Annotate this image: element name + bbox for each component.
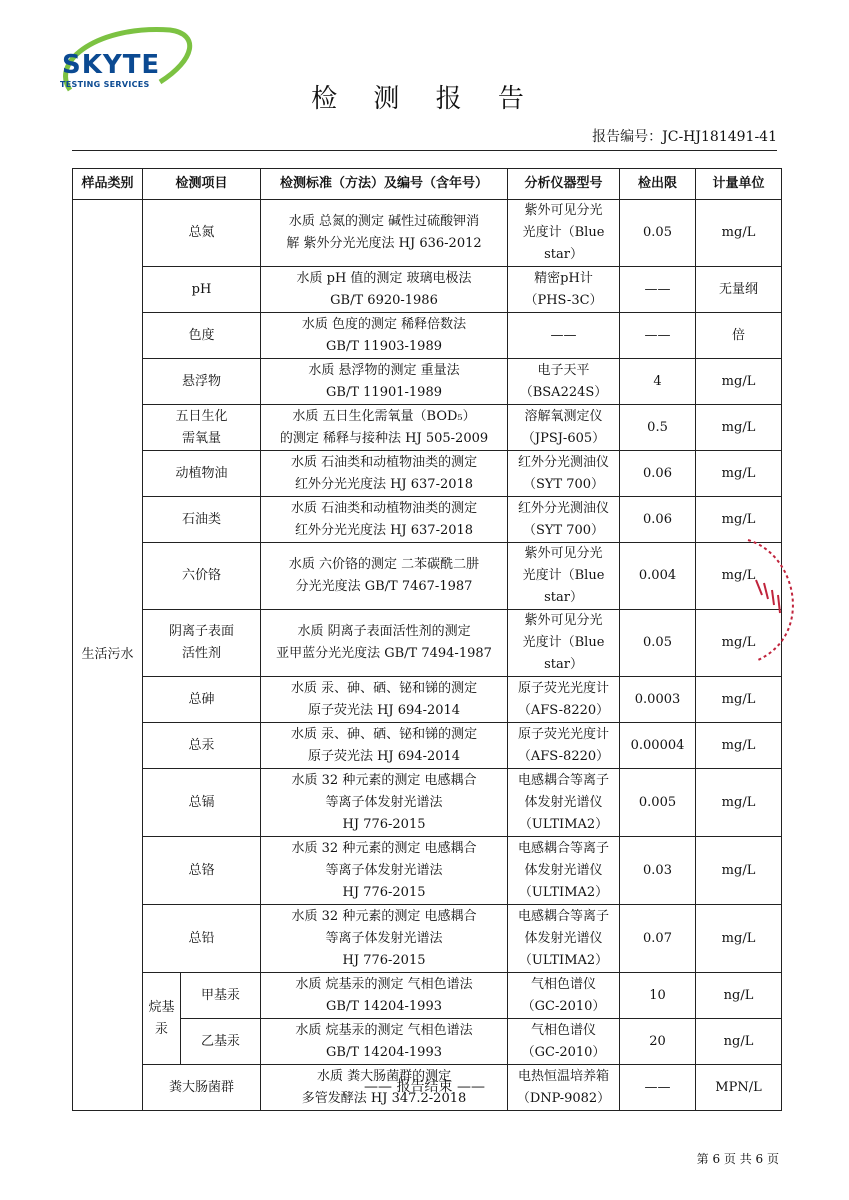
standard-cell	[261, 405, 508, 451]
instrument-line: （ULTIMA2）	[518, 952, 609, 968]
sample-category-cell: 生活污水	[73, 200, 143, 1111]
unit-cell: mg/L	[696, 905, 782, 973]
instrument-cell	[508, 905, 620, 973]
detection-limit-cell: 0.005	[620, 769, 696, 837]
instrument-line: 体发射光谱仪	[524, 862, 603, 878]
unit-cell: mg/L	[696, 497, 782, 543]
instrument-line: 电感耦合等离子	[518, 840, 610, 856]
test-item-cell: 甲基汞	[181, 973, 261, 1019]
instrument-cell	[508, 451, 620, 497]
standard-line: 水质 悬浮物的测定 重量法	[308, 362, 460, 378]
standard-line: HJ 776-2015	[342, 884, 426, 900]
table-row	[73, 267, 782, 313]
instrument-line: 光度计（Blue star）	[522, 635, 605, 672]
unit-cell: mg/L	[696, 677, 782, 723]
detection-limit-cell: 0.05	[620, 610, 696, 677]
standard-cell	[261, 610, 508, 677]
standard-line: 红外分光光度法 HJ 637-2018	[294, 522, 474, 538]
test-item-cell: 五日生化 需氧量	[143, 405, 261, 451]
header-test-item: 检测项目	[143, 169, 261, 200]
instrument-line: （BSA224S）	[519, 384, 608, 400]
unit-cell: 无量纲	[696, 267, 782, 313]
standard-line: 解 紫外分光光度法 HJ 636-2012	[286, 236, 482, 251]
standard-cell	[261, 359, 508, 405]
instrument-line: 气相色谱仪	[531, 976, 597, 992]
standard-line: 等离子体发射光谱法	[325, 930, 443, 946]
standard-line: 水质 阴离子表面活性剂的测定	[297, 624, 471, 639]
test-item-cell: 悬浮物	[143, 359, 261, 405]
instrument-cell	[508, 837, 620, 905]
unit-cell: MPN/L	[696, 1065, 782, 1111]
standard-cell	[261, 973, 508, 1019]
table-row	[73, 610, 782, 677]
standard-line: 等离子体发射光谱法	[325, 794, 443, 810]
standard-line: 水质 32 种元素的测定 电感耦合	[291, 772, 477, 788]
detection-limit-cell: 4	[620, 359, 696, 405]
instrument-line: 原子荧光光度计	[518, 726, 610, 742]
page-number: 第 6 页 共 6 页	[696, 1152, 779, 1166]
table-row	[73, 905, 782, 973]
instrument-line: 电热恒温培养箱	[518, 1068, 610, 1084]
test-item-cell: 总汞	[143, 723, 261, 769]
detection-limit-cell: 0.00004	[620, 723, 696, 769]
instrument-cell	[508, 677, 620, 723]
unit-cell: mg/L	[696, 769, 782, 837]
standard-line: 水质 32 种元素的测定 电感耦合	[291, 908, 477, 924]
instrument-cell	[508, 543, 620, 610]
standard-cell	[261, 723, 508, 769]
table-row	[73, 723, 782, 769]
instrument-line: ——	[550, 327, 577, 343]
standard-line: 水质 色度的测定 稀释倍数法	[301, 316, 467, 332]
unit-cell: mg/L	[696, 837, 782, 905]
standard-cell	[261, 905, 508, 973]
instrument-line: 精密pH计	[534, 270, 593, 286]
test-item-cell: 石油类	[143, 497, 261, 543]
table-row	[73, 405, 782, 451]
instrument-line: 紫外可见分光	[524, 203, 603, 218]
detection-limit-cell: 10	[620, 973, 696, 1019]
instrument-line: （ULTIMA2）	[518, 884, 609, 900]
detection-limit-cell: 0.06	[620, 451, 696, 497]
instrument-cell	[508, 267, 620, 313]
instrument-line: 电感耦合等离子	[518, 908, 610, 924]
test-item-cell: 总铬	[143, 837, 261, 905]
instrument-cell	[508, 769, 620, 837]
standard-line: 多管发酵法 HJ 347.2-2018	[301, 1090, 467, 1106]
instrument-cell	[508, 497, 620, 543]
detection-limit-cell: 0.06	[620, 497, 696, 543]
standard-cell	[261, 837, 508, 905]
detection-limit-cell: 0.03	[620, 837, 696, 905]
logo-text: SKYTE	[62, 50, 161, 80]
test-item-cell: pH	[143, 267, 261, 313]
table-row	[73, 497, 782, 543]
unit-cell: mg/L	[696, 610, 782, 677]
table-row	[73, 451, 782, 497]
logo-subtitle: TESTING SERVICES	[60, 80, 150, 89]
table-row	[73, 677, 782, 723]
standard-line: 水质 石油类和动植物油类的测定	[290, 500, 478, 516]
standard-line: GB/T 6920-1986	[330, 292, 438, 308]
header-divider	[72, 150, 777, 151]
unit-cell: mg/L	[696, 723, 782, 769]
standard-line: 水质 总氮的测定 碱性过硫酸钾消	[288, 214, 480, 229]
test-item-cell: 阴离子表面 活性剂	[143, 610, 261, 677]
standard-line: 水质 五日生化需氧量（BOD₅）	[292, 408, 476, 424]
unit-cell: ng/L	[696, 1019, 782, 1065]
detection-limit-cell: ——	[620, 313, 696, 359]
instrument-cell	[508, 405, 620, 451]
instrument-cell	[508, 973, 620, 1019]
instrument-line: 气相色谱仪	[531, 1022, 597, 1038]
test-item-cell: 总砷	[143, 677, 261, 723]
standard-line: 水质 32 种元素的测定 电感耦合	[291, 840, 477, 856]
unit-cell: mg/L	[696, 359, 782, 405]
standard-line: 等离子体发射光谱法	[325, 862, 443, 878]
instrument-line: （AFS-8220）	[517, 748, 610, 764]
standard-line: 水质 石油类和动植物油类的测定	[290, 454, 478, 470]
standard-cell	[261, 543, 508, 610]
instrument-line: 电子天平	[537, 362, 590, 378]
test-item-cell: 动植物油	[143, 451, 261, 497]
header-detection-limit: 检出限	[620, 169, 696, 200]
table-row	[73, 837, 782, 905]
test-item-cell: 色度	[143, 313, 261, 359]
standard-line: GB/T 11903-1989	[326, 338, 442, 354]
instrument-line: 电感耦合等离子	[518, 772, 610, 788]
instrument-line: （PHS-3C）	[524, 292, 603, 308]
standard-line: 水质 六价铬的测定 二苯碳酰二肼	[288, 557, 480, 572]
instrument-cell	[508, 723, 620, 769]
table-row	[73, 973, 782, 1019]
standard-cell	[261, 769, 508, 837]
detection-limit-cell: 0.5	[620, 405, 696, 451]
standard-line: 分光光度法 GB/T 7467-1987	[295, 579, 473, 594]
detection-limit-cell: 0.004	[620, 543, 696, 610]
standard-line: 红外分光光度法 HJ 637-2018	[294, 476, 474, 492]
unit-cell: 倍	[696, 313, 782, 359]
table-row	[73, 543, 782, 610]
test-item-cell: 总镉	[143, 769, 261, 837]
standard-cell	[261, 677, 508, 723]
standard-line: 亚甲蓝分光光度法 GB/T 7494-1987	[276, 646, 492, 661]
instrument-line: （DNP-9082）	[516, 1090, 611, 1106]
instrument-cell	[508, 200, 620, 267]
report-title: 检 测 报 告	[311, 84, 538, 114]
seal-stamp-icon	[738, 535, 808, 665]
instrument-line: （SYT 700）	[522, 476, 605, 492]
instrument-cell	[508, 1019, 620, 1065]
instrument-line: （GC-2010）	[521, 998, 606, 1014]
standard-line: 水质 粪大肠菌群的测定	[316, 1068, 452, 1084]
standard-line: 原子荧光法 HJ 694-2014	[307, 702, 461, 718]
standard-cell	[261, 1019, 508, 1065]
alkyl-group-cell: 烷基汞	[143, 973, 181, 1065]
standard-line: HJ 776-2015	[342, 952, 426, 968]
instrument-line: 光度计（Blue star）	[522, 225, 605, 262]
table-row	[73, 359, 782, 405]
detection-limit-cell: 0.0003	[620, 677, 696, 723]
detection-limit-cell: ——	[620, 1065, 696, 1111]
standard-cell	[261, 451, 508, 497]
instrument-line: 光度计（Blue star）	[522, 568, 605, 605]
instrument-line: 紫外可见分光	[524, 613, 603, 628]
standard-cell	[261, 313, 508, 359]
instrument-line: 体发射光谱仪	[524, 930, 603, 946]
standard-line: 水质 汞、砷、硒、铋和锑的测定	[290, 726, 478, 742]
standard-line: 水质 pH 值的测定 玻璃电极法	[296, 270, 472, 286]
report-number: 报告编号：JC-HJ181491-41	[592, 129, 777, 145]
standard-line: GB/T 14204-1993	[326, 1044, 442, 1060]
instrument-line: 紫外可见分光	[524, 546, 603, 561]
instrument-cell	[508, 359, 620, 405]
header-instrument: 分析仪器型号	[508, 169, 620, 200]
instrument-line: 体发射光谱仪	[524, 794, 603, 810]
detection-limit-cell: ——	[620, 267, 696, 313]
unit-cell: mg/L	[696, 405, 782, 451]
header-sample-category: 样品类别	[73, 169, 143, 200]
standard-cell	[261, 267, 508, 313]
standard-line: 水质 烷基汞的测定 气相色谱法	[295, 976, 473, 992]
table-row	[73, 769, 782, 837]
standard-line: 原子荧光法 HJ 694-2014	[307, 748, 461, 764]
table-row	[73, 313, 782, 359]
standard-line: 的测定 稀释与接种法 HJ 505-2009	[279, 430, 489, 446]
instrument-line: 溶解氧测定仪	[524, 408, 603, 424]
standard-line: 水质 烷基汞的测定 气相色谱法	[295, 1022, 473, 1038]
table-header-row	[73, 169, 782, 200]
instrument-line: （GC-2010）	[521, 1044, 606, 1060]
test-item-cell: 总氮	[143, 200, 261, 267]
instrument-line: （SYT 700）	[522, 522, 605, 538]
detection-limit-cell: 20	[620, 1019, 696, 1065]
standard-cell	[261, 200, 508, 267]
report-end-marker: —— 报告结束 ——	[364, 1079, 485, 1095]
standard-cell	[261, 497, 508, 543]
unit-cell: mg/L	[696, 543, 782, 610]
detection-limit-cell: 0.05	[620, 200, 696, 267]
table-row	[73, 200, 782, 267]
test-method-table	[72, 168, 782, 1111]
instrument-line: 红外分光测油仪	[518, 500, 610, 516]
standard-line: HJ 776-2015	[342, 816, 426, 832]
test-item-cell: 总铅	[143, 905, 261, 973]
instrument-line: 原子荧光光度计	[518, 680, 610, 696]
detection-limit-cell: 0.07	[620, 905, 696, 973]
standard-line: GB/T 11901-1989	[326, 384, 442, 400]
instrument-line: （JPSJ-605）	[521, 430, 606, 446]
test-item-cell: 粪大肠菌群	[143, 1065, 261, 1111]
header-unit: 计量单位	[696, 169, 782, 200]
unit-cell: mg/L	[696, 200, 782, 267]
instrument-line: 红外分光测油仪	[518, 454, 610, 470]
instrument-line: （AFS-8220）	[517, 702, 610, 718]
standard-line: 水质 汞、砷、硒、铋和锑的测定	[290, 680, 478, 696]
unit-cell: ng/L	[696, 973, 782, 1019]
unit-cell: mg/L	[696, 451, 782, 497]
test-item-cell: 乙基汞	[181, 1019, 261, 1065]
standard-line: GB/T 14204-1993	[326, 998, 442, 1014]
instrument-cell	[508, 313, 620, 359]
test-item-cell: 六价铬	[143, 543, 261, 610]
instrument-cell	[508, 610, 620, 677]
instrument-line: （ULTIMA2）	[518, 816, 609, 832]
header-standard: 检测标准（方法）及编号（含年号）	[261, 169, 508, 200]
